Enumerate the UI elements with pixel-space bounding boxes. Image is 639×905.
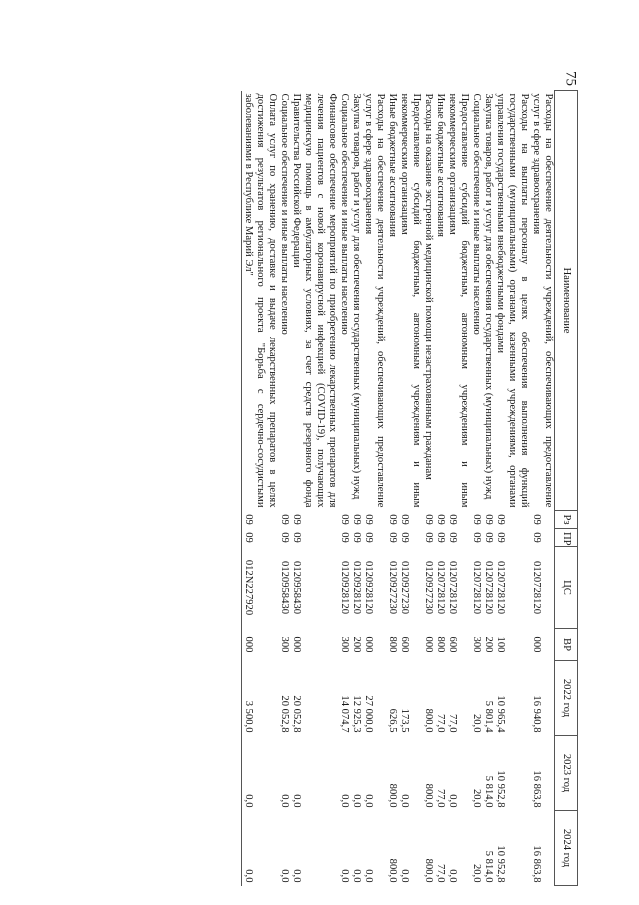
cell-2022: 10 965,4 [495,695,506,733]
cell-2023: 10 952,8 [495,770,506,808]
table-row [338,91,350,886]
cell-2022: 20 052,8 [291,695,302,733]
cell-rz: 09 [351,514,362,525]
cell-name: Закупка товаров, работ и услуг для обеспечения государственных (муниципальных) нужд [351,93,362,500]
rotated-table-container [56,90,578,885]
cell-pr: 09 [495,532,506,543]
cell-vr: 800 [435,636,446,653]
table-row [242,91,279,886]
cell-rz: 09 [447,514,458,525]
table-body [242,91,555,886]
table-row [278,91,290,886]
cell-pr: 09 [279,532,290,543]
cell-pr: 09 [339,532,350,543]
cell-rz: 09 [387,514,398,525]
cell-name: Иные бюджетные ассигнования [387,93,398,237]
header-name: Наименование [555,91,578,511]
table-row [350,91,362,886]
cell-name: Расходы на обеспечение деятельности учреждений, обеспечивающих предоставление услуг в сфере здравоохранения [363,93,386,508]
cell-2023: 0,0 [242,736,279,811]
cell-2024: 0,0 [447,869,458,883]
cell-vr: 000 [363,636,374,653]
cell-2024: 5 814,0 [483,850,494,883]
cell-rz: 09 [363,514,374,525]
cell-cs: 0120958430 [291,561,302,614]
cell-pr: 09 [351,532,362,543]
cell-name: Оплата услуг по хранению, доставке и выдаче лекарственных препаратов в целях достижения результатов регионального проекта "Борьба с сердечно-сосудистыми заболеваниями в Республике Марий Эл" [242,91,279,511]
cell-pr: 09 [471,532,482,543]
table-row [470,91,482,886]
cell-pr: 09 [399,532,410,543]
header-cs: ЦС [555,547,578,629]
cell-cs: 0120927230 [399,561,410,614]
cell-vr: 200 [483,636,494,653]
table-row [434,91,446,886]
cell-pr: 09 [435,532,446,543]
cell-name: Предоставление субсидий бюджетным, автономным учреждениям и иным некоммерческим организациям [399,93,422,508]
cell-2024: 10 952,8 [495,845,506,883]
cell-pr: 09 [483,532,494,543]
cell-name: Социальное обеспечение и иные выплаты населению [471,93,482,335]
cell-cs: 0120728120 [531,561,542,614]
table-row [530,91,555,886]
table-row [422,91,434,886]
cell-name: Социальное обеспечение и иные выплаты населению [339,93,350,335]
cell-2023: 0,0 [279,794,290,808]
cell-rz: 09 [435,514,446,525]
cell-2022: 77,0 [435,713,446,733]
cell-2023: 5 814,0 [483,775,494,808]
table-row [386,91,398,886]
cell-rz: 09 [242,511,279,529]
cell-cs: 0120928120 [351,561,362,614]
cell-name: Предоставление субсидий бюджетным, автономным учреждениям и иным некоммерческим организациям [447,93,470,508]
cell-2023: 800,0 [423,783,434,808]
cell-2023: 77,0 [435,788,446,808]
cell-2023: 800,0 [387,783,398,808]
cell-vr: 800 [387,636,398,653]
cell-2024: 0,0 [242,811,279,886]
cell-rz: 09 [531,514,542,525]
cell-vr: 000 [242,629,279,661]
cell-vr: 100 [495,636,506,653]
cell-pr: 09 [423,532,434,543]
cell-2024: 16 863,8 [531,845,542,883]
cell-cs: 0120927230 [387,561,398,614]
cell-2023: 20,0 [471,788,482,808]
cell-pr: 09 [387,532,398,543]
cell-2022: 20 052,8 [279,695,290,733]
cell-pr: 09 [291,532,302,543]
cell-cs: 0120928120 [339,561,350,614]
cell-2022: 12 925,3 [351,695,362,733]
header-rz: Рз [555,511,578,529]
cell-cs: 0120728120 [447,561,458,614]
table-row [482,91,494,886]
header-2023: 2023 год [555,736,578,811]
cell-2023: 0,0 [291,794,302,808]
cell-cs: 0120958430 [279,561,290,614]
cell-2022: 626,5 [387,708,398,733]
cell-name: Расходы на выплаты персоналу в целях обеспечения выполнения функций государственными (муниципальными) органами, казенными учреждениями, органами управления государственными внебюджетными фондами [495,93,530,508]
cell-2024: 800,0 [387,858,398,883]
cell-name: Финансовое обеспечение мероприятий по приобретению лекарственных препаратов для лечения пациентов с новой коронавирусной инфекцией (COVID-19), получающих медицинскую помощь в амбулаторных условиях, за счет средств резервного фонда Правительства Российской Федерации [291,93,338,508]
cell-2023: 0,0 [351,794,362,808]
cell-rz: 09 [291,514,302,525]
cell-cs: 0120728120 [435,561,446,614]
cell-2022: 3 500,0 [242,661,279,736]
cell-pr: 09 [363,532,374,543]
cell-vr: 000 [291,636,302,653]
cell-2022: 16 940,8 [531,695,542,733]
cell-pr: 09 [531,532,542,543]
cell-2022: 5 801,4 [483,700,494,733]
header-vr: ВР [555,629,578,661]
cell-2023: 0,0 [339,794,350,808]
cell-pr: 09 [242,529,279,547]
cell-2022: 14 074,7 [339,695,350,733]
cell-2023: 0,0 [363,794,374,808]
cell-2023: 0,0 [399,794,410,808]
cell-rz: 09 [471,514,482,525]
cell-cs: 012N227920 [242,547,279,629]
cell-rz: 09 [399,514,410,525]
table-row [362,91,386,886]
cell-2022: 800,0 [423,708,434,733]
cell-vr: 000 [531,636,542,653]
cell-2024: 800,0 [423,858,434,883]
cell-2022: 20,0 [471,713,482,733]
cell-rz: 09 [423,514,434,525]
table-row [446,91,470,886]
cell-vr: 600 [399,636,410,653]
cell-2024: 0,0 [351,869,362,883]
cell-name: Закупка товаров, работ и услуг для обеспечения государственных (муниципальных) нужд [483,93,494,500]
cell-name: Расходы на обеспечение деятельности учреждений, обеспечивающих предоставление услуг в сфере здравоохранения [531,93,554,508]
cell-vr: 200 [351,636,362,653]
cell-rz: 09 [483,514,494,525]
table-row [398,91,422,886]
cell-pr: 09 [447,532,458,543]
cell-2022: 27 000,0 [363,695,374,733]
cell-cs: 0120928120 [363,561,374,614]
table-row [494,91,530,886]
cell-2024: 0,0 [363,869,374,883]
cell-2023: 0,0 [447,794,458,808]
header-2024: 2024 год [555,811,578,886]
cell-rz: 09 [495,514,506,525]
cell-rz: 09 [279,514,290,525]
page-number: 75 [562,71,579,86]
table-row [290,91,338,886]
cell-2024: 0,0 [399,869,410,883]
cell-2022: 173,5 [399,708,410,733]
cell-cs: 0120728120 [483,561,494,614]
cell-2024: 0,0 [291,869,302,883]
cell-2024: 0,0 [339,869,350,883]
header-2022: 2022 год [555,661,578,736]
cell-name: Социальное обеспечение и иные выплаты населению [279,93,290,335]
cell-name: Иные бюджетные ассигнования [435,93,446,237]
cell-cs: 0120927230 [423,561,434,614]
cell-2022: 77,0 [447,713,458,733]
cell-name: Расходы на оказание экстренной медицинской помощи незастрахованным гражданам [423,93,434,480]
cell-vr: 600 [447,636,458,653]
cell-2024: 0,0 [279,869,290,883]
cell-rz: 09 [339,514,350,525]
cell-vr: 300 [279,636,290,653]
cell-cs: 0120728120 [471,561,482,614]
cell-vr: 300 [339,636,350,653]
cell-cs: 0120728120 [495,561,506,614]
cell-2024: 20,0 [471,863,482,883]
header-pr: ПР [555,529,578,547]
cell-2023: 16 863,8 [531,770,542,808]
cell-vr: 000 [423,636,434,653]
cell-vr: 300 [471,636,482,653]
table-header-row [555,91,578,886]
cell-2024: 77,0 [435,863,446,883]
budget-table [241,90,578,886]
